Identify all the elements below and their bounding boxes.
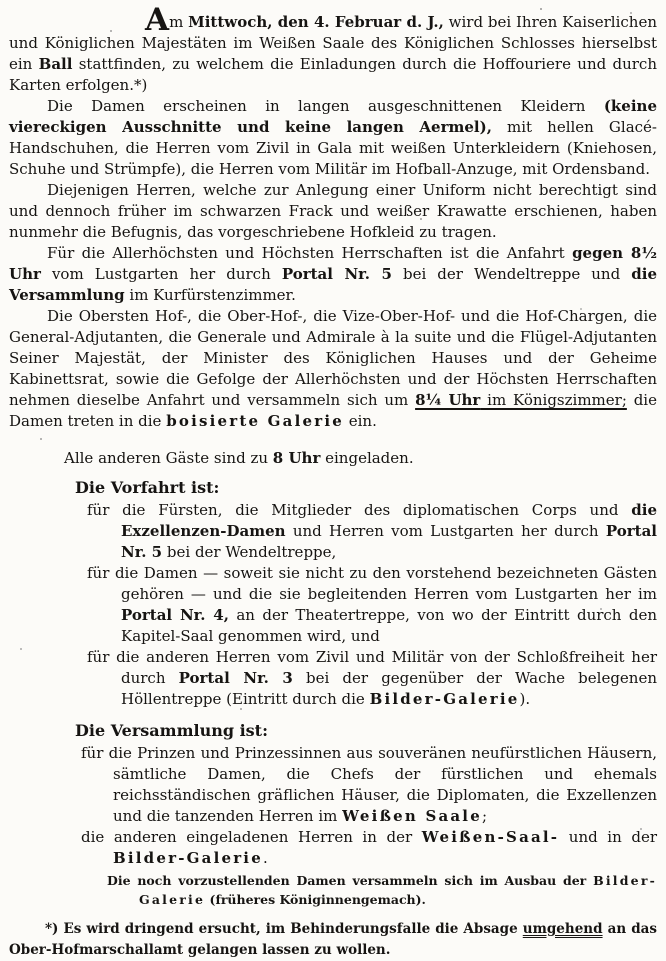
heading-vorfahrt: Die Vorfahrt ist: xyxy=(75,478,220,497)
list-item-prinzen xyxy=(9,743,657,827)
text-run: Portal Nr. 5 xyxy=(281,265,392,283)
paragraph-hofchargen xyxy=(9,306,657,432)
text-run: im Königszimmer; xyxy=(480,391,627,409)
text-run: vom Lustgarten her durch xyxy=(40,265,282,283)
heading-versammlung: Die Versammlung ist: xyxy=(75,721,268,740)
text-run: Die Obersten Hof-, die Ober-Hof-, die Vize-Ober-Hof- und die Hof-Chargen, die General-Adjutanten, die Generale und Admirale à la suite und die Flügel-Adjutanten Seiner Majestät, der Minister des Königlichen Hauses und der Geheime Kabinettsrat, sowie die Gefolge der Allerhöchsten und der Höchsten Herrschaften nehmen dieselbe Anfahrt und versammeln sich um xyxy=(9,307,657,409)
text-run: stattfinden, zu welchem die Einladungen durch die Hoffouriere und durch Karten erfolgen.*) xyxy=(9,55,657,94)
text-run: im Kurfürstenzimmer. xyxy=(124,286,296,304)
paragraph-dress-code-damen xyxy=(9,96,657,180)
text-run: für die Prinzen und Prinzessinnen aus souveränen neufürstlichen Häusern, sämtliche Damen, die Chefs der fürstlichen und ehemals reichsständischen gräflichen Häuser, die Diplomaten, die Exzellenzen und die tanzenden Herren im xyxy=(81,744,657,825)
text-run: 8¼ Uhr xyxy=(415,391,481,409)
text-run: mit hellen Glacé-Handschuhen, die Herren vom Zivil in Gala mit weißen Unterkleidern (Kniehosen, Schuhe und Strümpfe), die Herren vom Militär im Hofball-Anzuge, mit Ordensband. xyxy=(9,118,657,178)
note-vorzustellende-damen xyxy=(9,871,657,909)
text-run: ). xyxy=(519,690,531,708)
footnote-absage xyxy=(9,919,657,961)
text-run: Portal Nr. 4, xyxy=(121,606,229,624)
text-run: ; xyxy=(481,807,488,825)
text-run: Die Damen erscheinen in langen ausgeschnittenen Kleidern xyxy=(47,97,604,115)
scan-noise xyxy=(540,8,542,10)
text-run: Für die Allerhöchsten und Höchsten Herrschaften ist die Anfahrt xyxy=(47,244,573,262)
text-run: für die Damen — soweit sie nicht zu den vorstehend bezeichneten Gästen gehören — und die sie begleitenden Herren vom Lustgarten her im xyxy=(87,564,657,603)
text-run: für die Fürsten, die Mitglieder des diplomatischen Corps und xyxy=(87,501,632,519)
text-run: an der Theatertreppe, von wo der Eintritt durch den Kapitel-Saal genommen wird, und xyxy=(121,606,657,645)
paragraph-gaeste-8uhr xyxy=(9,448,657,469)
text-run: boisierte Galerie xyxy=(166,412,344,430)
text-run: die Damen treten in die xyxy=(9,391,657,430)
text-run: wird bei Ihren Kaiserlichen und Königlichen Majestäten im Weißen Saale des Königlichen Schlosses hierselbst ein xyxy=(9,13,658,73)
text-run: Weißen-Saal- xyxy=(421,828,560,846)
paragraph-announcement xyxy=(9,2,658,96)
text-run: Diejenigen Herren, welche zur Anlegung einer Uniform nicht berechtigt sind und dennoch früher im schwarzen Frack und weißer Krawatte erschienen, haben nunmehr die Befugnis, das vorgeschriebene Hofkleid zu tragen. xyxy=(9,181,657,241)
text-run: Weißen Saale xyxy=(342,807,482,825)
text-run: m xyxy=(169,13,189,31)
text-run: bei der Wendeltreppe und xyxy=(391,265,632,283)
text-run: Portal Nr. 3 xyxy=(178,669,293,687)
text-run: . xyxy=(262,849,268,867)
text-run: die Versammlung xyxy=(9,265,657,304)
text-run: die Exzellenzen-Damen xyxy=(121,501,657,540)
text-run: für die anderen Herren vom Zivil und Militär von der Schloßfreiheit her durch xyxy=(87,648,657,687)
text-run: (keine viereckigen Ausschnitte und keine langen Aermel), xyxy=(9,97,657,136)
text-run: Bilder-Galerie xyxy=(113,849,263,867)
text-run: und in der xyxy=(559,828,657,846)
text-run: Ball xyxy=(38,55,73,73)
text-run: Bilder-Galerie xyxy=(139,873,657,907)
text-run: Alle anderen Gäste sind zu xyxy=(64,449,273,467)
text-run: Portal Nr. 5 xyxy=(121,522,657,561)
text-run: (früheres Königinnengemach). xyxy=(205,892,426,907)
text-run: ein. xyxy=(343,412,377,430)
paragraph-herren-hofkleid xyxy=(9,180,657,243)
text-run: 8 Uhr xyxy=(272,449,321,467)
list-item-damen xyxy=(9,563,657,647)
list-item-eingeladene-herren xyxy=(9,827,657,869)
paragraph-anfahrt xyxy=(9,243,657,306)
text-run: *) Es wird dringend ersucht, im Behinderungsfalle die Absage xyxy=(45,921,523,937)
text-run: Bilder-Galerie xyxy=(369,690,520,708)
text-run: bei der gegenüber der Wache belegenen Höllentreppe (Eintritt durch die xyxy=(121,669,657,708)
text-run: bei der Wendeltreppe, xyxy=(162,543,337,561)
text-run: und Herren vom Lustgarten her durch xyxy=(285,522,606,540)
drop-cap: A xyxy=(145,2,170,38)
text-run: an das Ober-Hofmarschallamt gelangen lassen zu wollen. xyxy=(9,921,658,958)
text-run: gegen 8½ Uhr xyxy=(9,244,658,283)
text-run: Die noch vorzustellenden Damen versammeln sich im Ausbau der xyxy=(107,873,594,888)
text-run: umgehend xyxy=(522,921,603,937)
text-run: die anderen eingeladenen Herren in der xyxy=(81,828,422,846)
list-item-fuersten xyxy=(9,500,657,563)
list-item-andere-herren xyxy=(9,647,657,710)
text-run: eingeladen. xyxy=(320,449,414,467)
text-run: Mittwoch, den 4. Februar d. J., xyxy=(188,13,444,31)
